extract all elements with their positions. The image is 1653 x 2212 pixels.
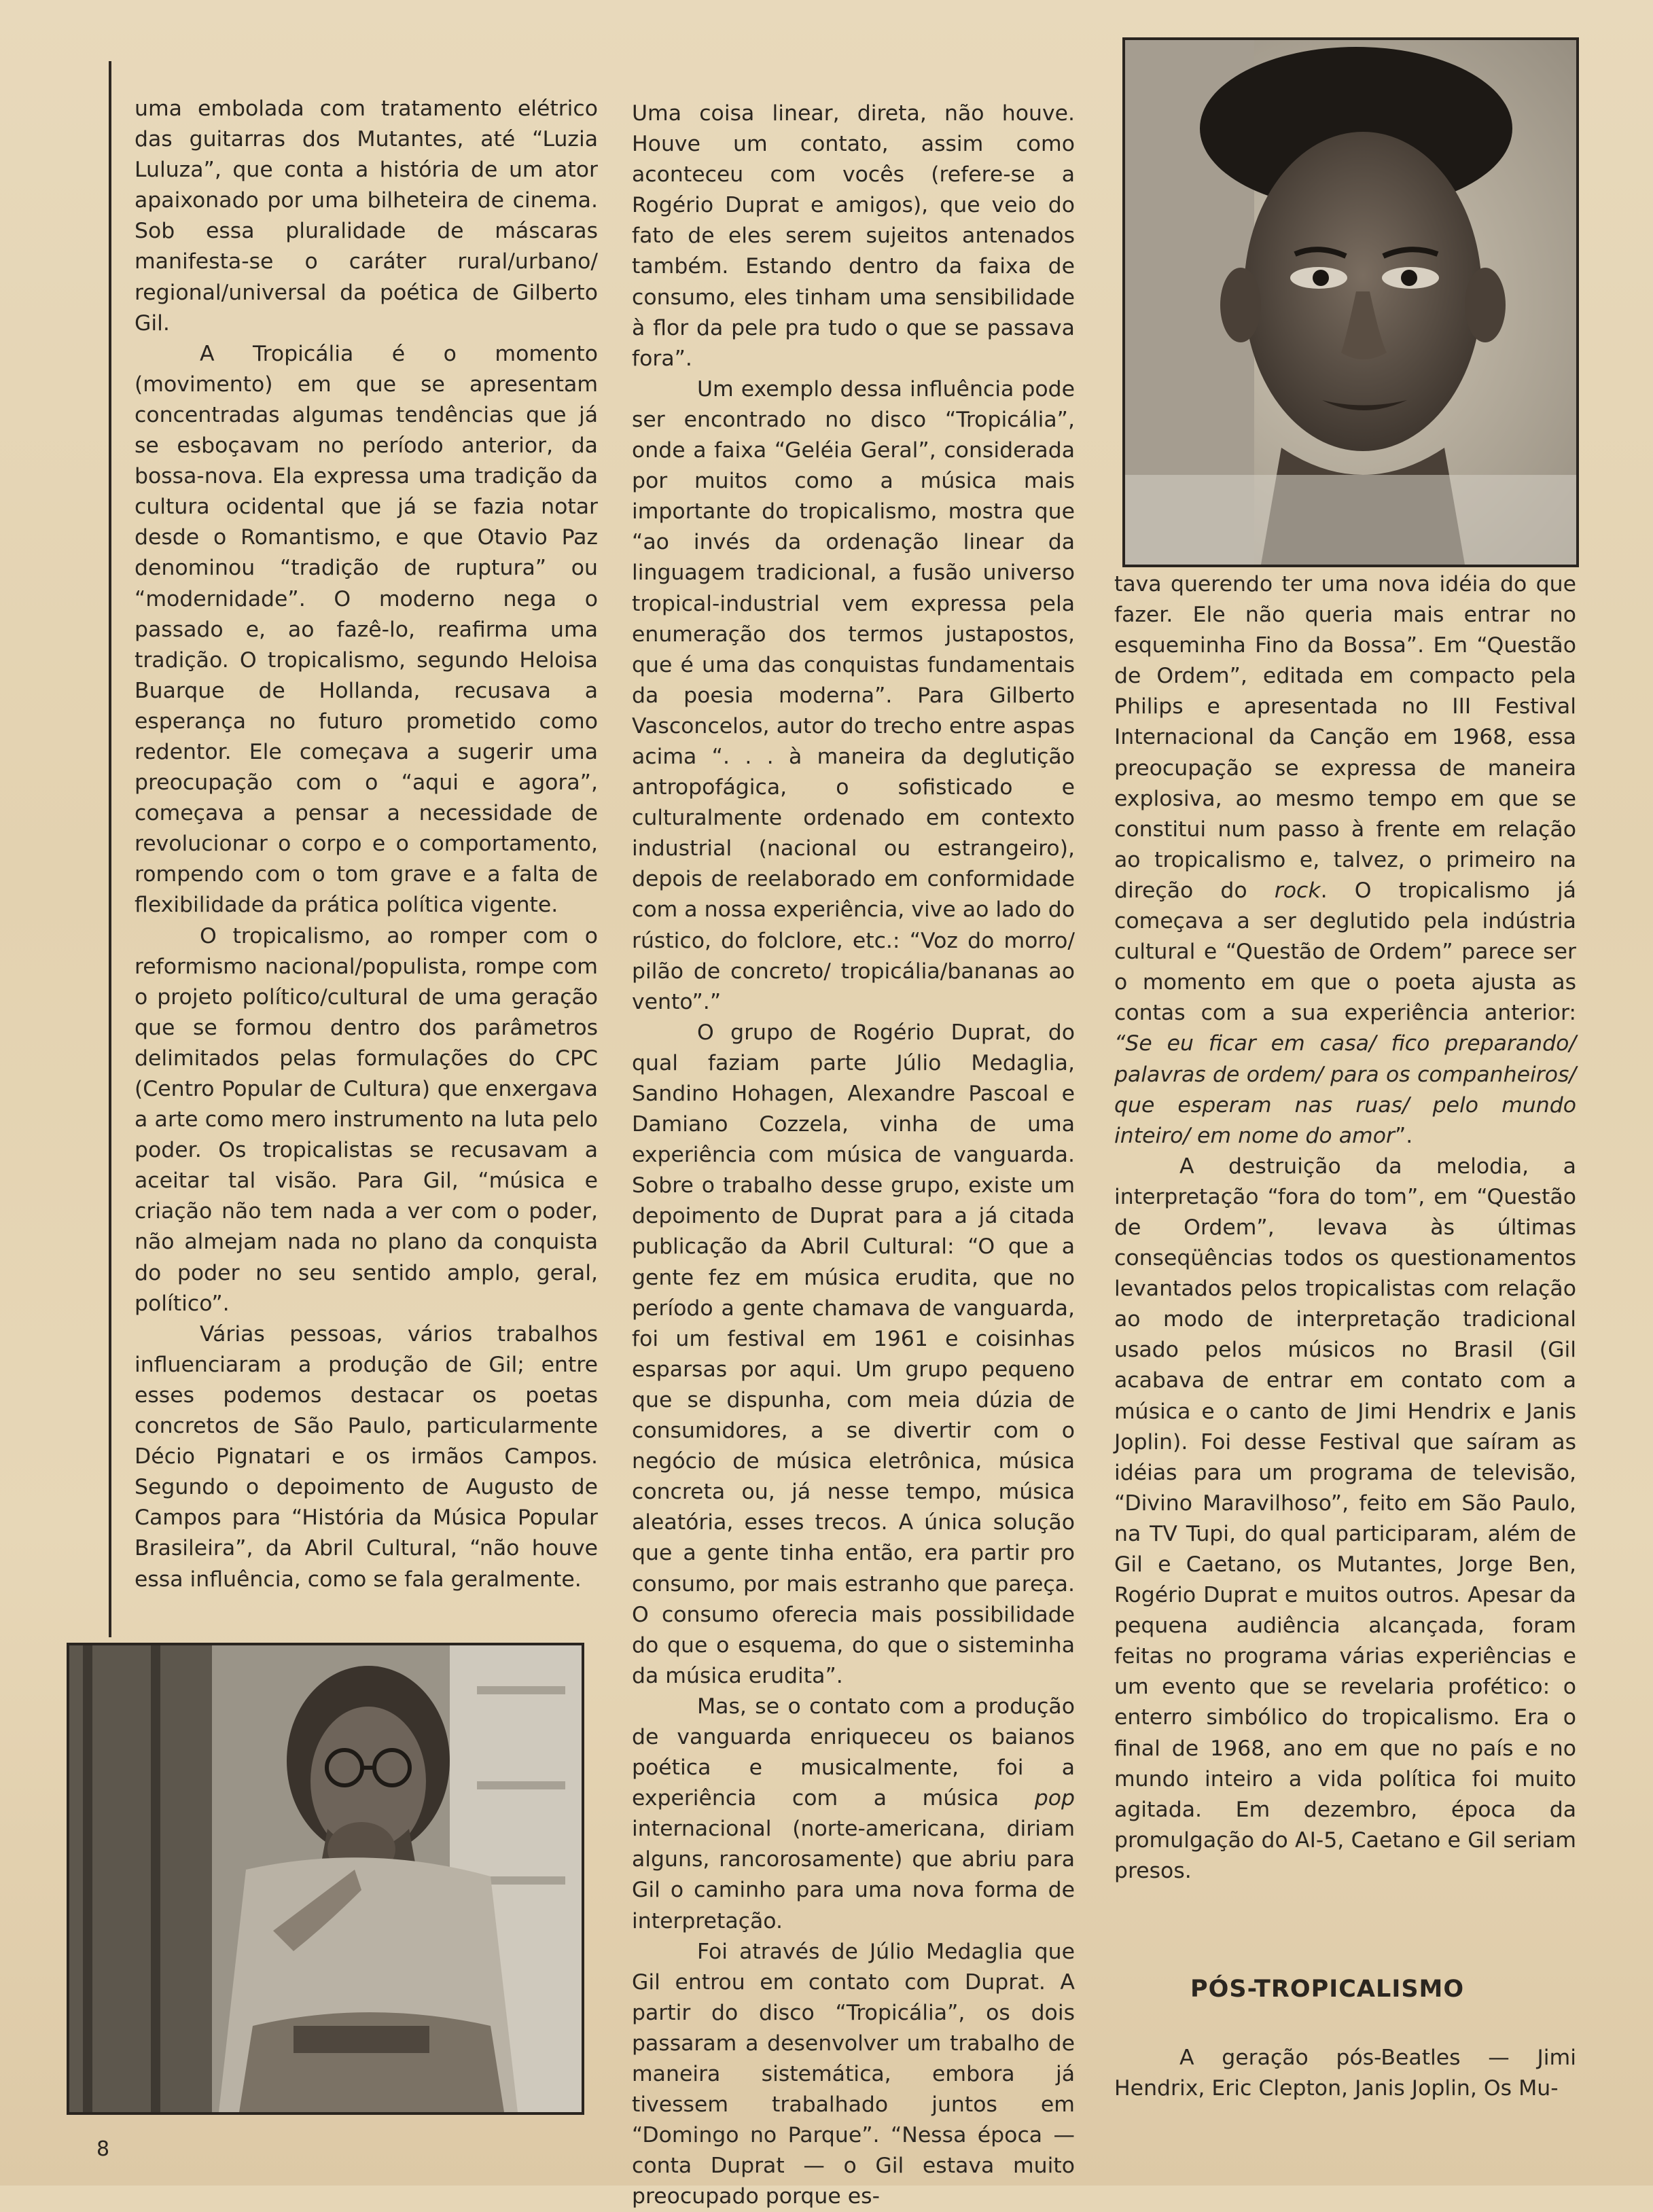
seated-man-illustration [69, 1645, 582, 2112]
paragraph: Várias pessoas, vários trabalhos influenciaram a produção de Gil; entre esses podemos destacar os poetas concretos de São Paulo, particularmente Décio Pignatari e os irmãos Campos. Segundo o depoimento de Augusto de Campos para “História da Música Popular Brasileira”, da Abril Cultural, “não houve essa influência, como se fala geralmente. [135, 1321, 598, 1592]
paragraph: O tropicalismo, ao romper com o reformismo nacional/populista, rompe com o projeto político/cultural de uma geração que se formou dentro dos parâmetros delimitados pelas formulações do CPC (Centro Popular de Cultura) que enxergava a arte como mero instrumento na luta pelo poder. Os tropicalistas se recusavam a aceitar tal visão. Para Gil, “música e criação não tem nada a ver com o poder, não almejam nada no plano da conquista do poder no seu sentido amplo, geral, político”. [135, 923, 598, 1316]
text-column-3-continued [1114, 2043, 1576, 2104]
paragraph: A geração pós-Beatles — Jimi Hendrix, Eric Clepton, Janis Joplin, Os Mu- [1114, 2046, 1576, 2101]
text-column-2 [632, 99, 1075, 2212]
portrait-illustration [1125, 40, 1576, 565]
paragraph: A destruição da melodia, a interpretação “fora do tom”, em “Questão de Ordem”, levava às últimas conseqüências todos os questionamentos levantados pelos tropicalistas com relação ao modo de interpretação tradicional usado pelos músicos no Brasil (Gil acabava de entrar em contato com a música e o canto de Jimi Hendrix e Janis Joplin). Foi desse Festival que saíram as idéias para um programa de televisão, “Divino Maravilhoso”, feito em São Paulo, na TV Tupi, do qual participaram, além de Gil e Caetano, os Mutantes, Jorge Ben, Rogério Duprat e muitos outros. Apesar da pequena audiência alcançada, foram feitas no programa várias experiências e um evento que se revelaria profético: o enterro simbólico do tropicalismo. Era o final de 1968, ano em que no país e no mundo inteiro a vida política foi muito agitada. Em dezembro, época da promulgação do AI-5, Caetano e Gil seriam presos. [1114, 1154, 1576, 1883]
emphasis: pop [1034, 1786, 1075, 1811]
paragraph: uma embolada com tratamento elétrico das guitarras dos Mutantes, até “Luzia Luluza”, que conta a história de um ator apaixonado por uma bilheteira de cinema. Sob essa pluralidade de máscaras manifesta-se o caráter rural/urbano/ regional/universal da poética de Gilberto Gil. [135, 96, 598, 336]
text-column-1 [135, 94, 598, 1595]
section-heading: PÓS-TROPICALISMO [1190, 1976, 1465, 2003]
paragraph: Foi através de Júlio Medaglia que Gil entrou em contato com Duprat. A partir do disco “Tropicália”, os dois passaram a desenvolver um trabalho de maneira sistemática, embora já tivessem trabalhado juntos em “Domingo no Parque”. “Nessa época — conta Duprat — o Gil estava muito preocupado porque es- [632, 1939, 1075, 2209]
paragraph: O grupo de Rogério Duprat, do qual faziam parte Júlio Medaglia, Sandino Hohagen, Alexandre Pascoal e Damiano Cozzela, vinha de uma experiência com música de vanguarda. Sobre o trabalho desse grupo, existe um depoimento de Duprat para a já citada publicação da Abril Cultural: “O que a gente fez em música erudita, que no período a gente chamava de vanguarda, foi um festival em 1961 e coisinhas esparsas por aqui. Um grupo pequeno que se dispunha, com meia dúzia de consumidores, a se divertir com o negócio de música eletrônica, música concreta ou, já nesse tempo, música aleatória, esses trecos. A única solução que a gente tinha então, era partir pro consumo, por mais estranho que pareça. O consumo oferecia mais possibilidade do que o esquema, do que o sisteminha da música erudita”. [632, 1020, 1075, 1688]
paragraph: tava querendo ter uma nova idéia do que fazer. Ele não queria mais entrar no esqueminha Fino da Bossa”. Em “Questão de Ordem”, editada em compacto pela Philips e apresentada no III Festival Internacional da Canção em 1968, essa preocupação se expressa de maneira explosiva, ao mesmo tempo em que se constitui num passo à frente em relação ao tropicalismo e, talvez, o primeiro na direção do rock. O tropicalismo já começava a ser deglutido pela indústria cultural e “Questão de Ordem” parece ser o momento em que o poeta ajusta as contas com a sua experiência anterior: “Se eu ficar em casa/ fico preparando/ palavras de ordem/ para os companheiros/ que esperam nas ruas/ pelo mundo inteiro/ em nome do amor”. [1114, 572, 1576, 1148]
page-number: 8 [96, 2137, 110, 2161]
paragraph: Mas, se o contato com a produção de vanguarda enriqueceu os baianos poética e musicalmente, foi a experiência com a música pop internacional (norte-americana, diriam alguns, rancorosamente) que abriu para Gil o caminho para uma nova forma de interpretação. [632, 1694, 1075, 1933]
portrait-photo-gilberto-gil [1122, 37, 1579, 567]
song-quote: “Se eu ficar em casa/ fico preparando/ palavras de ordem/ para os companheiros/ que esperam nas ruas/ pelo mundo inteiro/ em nome do amor [1114, 1031, 1576, 1148]
paragraph: A Tropicália é o momento (movimento) em que se apresentam concentradas algumas tendências que já se esboçavam no período anterior, da bossa-nova. Ela expressa uma tradição da cultura ocidental que já se fazia notar desde o Romantismo, e que Otavio Paz denominou “tradição de ruptura” ou “modernidade”. O moderno nega o passado e, ao fazê-lo, reafirma uma tradição. O tropicalismo, segundo Heloisa Buarque de Hollanda, recusava a esperança no futuro prometido como redentor. Ele começava a sugerir uma preocupação com o “aqui e agora”, começava a pensar a necessidade de revolucionar o corpo e o comportamento, rompendo com o tom grave e a falta de flexibilidade da prática política vigente. [135, 341, 598, 918]
text-column-3 [1114, 569, 1576, 1887]
emphasis: rock [1274, 878, 1321, 903]
paragraph: Uma coisa linear, direta, não houve. Houve um contato, assim como aconteceu com vocês (refere-se a Rogério Duprat e amigos), que veio do fato de eles serem sujeitos antenados também. Estando dentro da faixa de consumo, eles tinham uma sensibilidade à flor da pele pra tudo o que se passava fora”. [632, 101, 1075, 371]
paragraph: Um exemplo dessa influência pode ser encontrado no disco “Tropicália”, onde a faixa “Geléia Geral”, considerada por muitos como a música mais importante do tropicalismo, mostra que “ao invés da ordenação linear da linguagem tradicional, a fusão universo tropical-industrial vem expressa pela enumeração dos termos justapostos, que é uma das conquistas fundamentais da poesia moderna”. Para Gilberto Vasconcelos, autor do trecho entre aspas acima “. . . à maneira da deglutição antropofágica, o sofisticado e culturalmente ordenado em contexto industrial (nacional ou estrangeiro), depois de reelaborado em conformidade com a nossa experiência, vive ao lado do rústico, do folclore, etc.: “Voz do morro/ pilão de concreto/ tropicália/bananas ao vento”.” [632, 376, 1075, 1014]
column-rule [109, 61, 111, 1637]
photo-man-seated [67, 1643, 584, 2115]
